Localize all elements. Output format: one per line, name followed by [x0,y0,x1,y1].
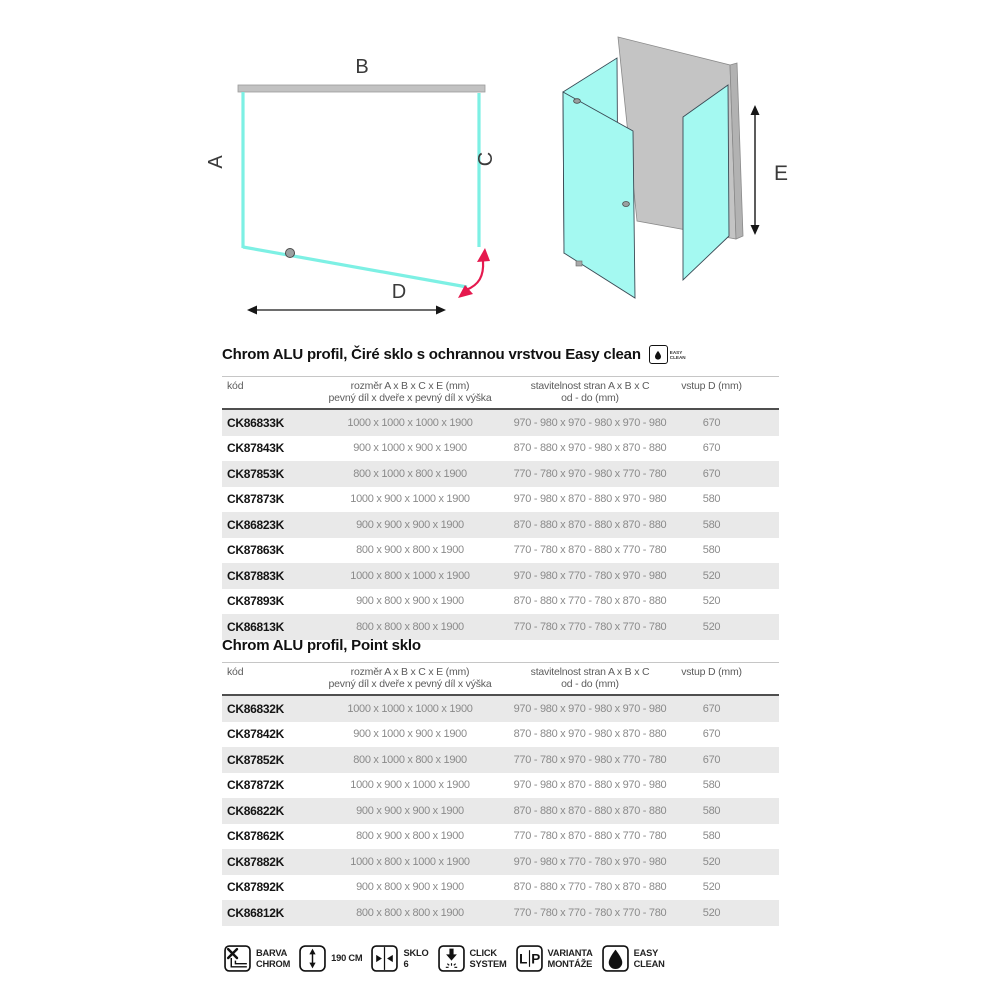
product-code: CK87852K [227,752,284,767]
svg-text:L: L [518,951,527,967]
feature-label-l1: SKLO [403,948,429,959]
adjustability-range: 770 - 780 x 970 - 980 x 770 - 780 [513,753,667,766]
adjustability-range: 870 - 880 x 870 - 880 x 870 - 880 [513,518,667,531]
feature-label-l1: EASY [633,948,659,959]
col-header-rozmer [310,667,510,690]
table-row [222,487,779,513]
col-header-rozmer-l2: pevný díl x dveře x pevný díl x výška [328,677,492,690]
glass-thickness-icon [371,945,398,972]
table-row [222,563,779,589]
col-header-kod: kód [227,666,244,678]
dimensions-abce: 900 x 800 x 900 x 1900 [356,595,464,608]
section-2-header [222,637,421,654]
iso-diagram [540,20,800,330]
dimensions-abce: 900 x 900 x 900 x 1900 [356,804,464,817]
table-point-sklo [222,662,779,926]
adjustability-range: 970 - 980 x 970 - 980 x 970 - 980 [513,702,667,715]
product-code: CK87843K [227,441,284,456]
entry-width-d: 580 [702,544,721,557]
feature-label [634,948,665,968]
section-2-title: Chrom ALU profil, Point sklo [222,637,421,654]
table-row [222,773,779,799]
entry-width-d: 580 [702,518,721,531]
entry-width-d: 520 [702,855,721,868]
glass-door [243,247,467,287]
table-row [222,589,779,615]
product-code: CK87872K [227,778,284,793]
table-body [222,410,779,640]
entry-width-d: 520 [702,881,721,894]
entry-width-d: 670 [702,467,721,480]
table-row [222,614,779,640]
entry-width-d: 580 [702,804,721,817]
dimensions-abce: 800 x 1000 x 800 x 1900 [353,753,467,766]
iso-door-hinge [574,99,581,104]
product-code: CK87893K [227,594,284,609]
product-code: CK86832K [227,701,284,716]
label-e: E [774,162,789,185]
easy-clean-badge [649,345,686,364]
entry-width-d: 520 [702,906,721,919]
dimensions-abce: 800 x 900 x 800 x 1900 [356,830,464,843]
col-header-stavitelnost [510,381,670,404]
feature-label-l2: CHROM [256,958,291,969]
product-code: CK86812K [227,905,284,920]
product-code: CK86813K [227,619,284,634]
col-header-stav-l2: od - do (mm) [561,391,619,404]
section-1-header [222,345,686,364]
adjustability-range: 870 - 880 x 770 - 780 x 870 - 880 [513,595,667,608]
table-row [222,824,779,850]
table-row [222,512,779,538]
feature-label-l2: MONTÁŽE [547,958,593,969]
table-row [222,875,779,901]
feature-label [403,948,428,968]
feature-label-l1: BARVA [256,948,288,959]
table-row [222,436,779,462]
label-c: C [475,151,497,167]
feature-icons-row [224,945,665,972]
adjustability-range: 970 - 980 x 970 - 980 x 970 - 980 [513,416,667,429]
dimensions-abce: 900 x 900 x 900 x 1900 [356,518,464,531]
table-row [222,747,779,773]
adjustability-range: 970 - 980 x 770 - 780 x 970 - 980 [513,569,667,582]
dimensions-abce: 800 x 900 x 800 x 1900 [356,544,464,557]
feature-label [470,948,507,968]
table-row [222,410,779,436]
table-row [222,461,779,487]
table-body [222,696,779,926]
adjustability-range: 970 - 980 x 770 - 780 x 970 - 980 [513,855,667,868]
col-header-vstup: vstup D (mm) [681,666,742,678]
droplet-icon [652,349,664,361]
product-code: CK87863K [227,543,284,558]
dimensions-abce: 900 x 800 x 900 x 1900 [356,881,464,894]
label-b: B [355,56,369,78]
dimensions-abce: 1000 x 1000 x 1000 x 1900 [347,702,473,715]
product-code: CK87862K [227,829,284,844]
dimensions-abce: 1000 x 900 x 1000 x 1900 [350,779,470,792]
entry-width-d: 670 [702,702,721,715]
table-row [222,798,779,824]
entry-width-d: 580 [702,830,721,843]
col-header-stavitelnost [510,667,670,690]
easy-clean-badge-icon [649,345,668,364]
label-d: D [391,281,407,303]
iso-door-foot [576,261,582,266]
label-a: A [205,155,227,169]
entry-width-d: 520 [702,569,721,582]
feature-label-l1: 190 CM [331,953,363,964]
table-row [222,538,779,564]
col-header-kod: kód [227,380,244,392]
adjustability-range: 870 - 880 x 970 - 980 x 870 - 880 [513,442,667,455]
feature-barva-chrom [224,945,290,972]
feature-label-l1: CLICK [469,948,497,959]
table-row [222,696,779,722]
dimensions-abce: 900 x 1000 x 900 x 1900 [353,442,467,455]
iso-fixed-panel-right [683,85,729,280]
table-row [222,900,779,926]
dimensions-abce: 1000 x 1000 x 1000 x 1900 [347,416,473,429]
wall-bar [238,85,485,92]
adjustability-range: 870 - 880 x 870 - 880 x 870 - 880 [513,804,667,817]
dimensions-abce: 800 x 800 x 800 x 1900 [356,906,464,919]
feature-label [256,948,290,968]
table-row [222,722,779,748]
feature-label-l2: CLEAN [633,958,665,969]
door-handle [286,249,295,258]
section-1-title: Chrom ALU profil, Čiré sklo s ochrannou vrstvou Easy clean [222,346,641,363]
entry-width-d: 520 [702,595,721,608]
adjustability-range: 770 - 780 x 870 - 880 x 770 - 780 [513,830,667,843]
table-cire-sklo [222,376,779,640]
dimensions-abce: 1000 x 800 x 1000 x 1900 [350,569,470,582]
dimension-d [247,306,446,315]
col-header-stav-l1: stavitelnost stran A x B x C [530,666,650,678]
entry-width-d: 670 [702,728,721,741]
lp-variant-icon [516,945,543,972]
product-code: CK87842K [227,727,284,742]
entry-width-d: 670 [702,416,721,429]
badge-line1: EASY [669,349,683,355]
col-header-stav-l2: od - do (mm) [561,677,619,690]
easy-clean-icon [602,945,629,972]
door-swing-arrow [458,248,490,298]
feature-easy-clean [602,945,665,972]
product-code: CK86822K [227,803,284,818]
entry-width-d: 520 [702,620,721,633]
feature-label-l2: 6 [403,958,409,969]
adjustability-range: 770 - 780 x 870 - 880 x 770 - 780 [513,544,667,557]
adjustability-range: 770 - 780 x 770 - 780 x 770 - 780 [513,906,667,919]
table-header [222,376,779,410]
col-header-rozmer [310,381,510,404]
product-code: CK87873K [227,492,284,507]
easy-clean-badge-text [670,350,686,360]
table-header [222,662,779,696]
entry-width-d: 580 [702,779,721,792]
height-arrow-icon [299,945,326,972]
product-code: CK87892K [227,880,284,895]
product-code: CK87853K [227,466,284,481]
product-code: CK86833K [227,415,284,430]
iso-door-panel [563,92,635,298]
product-code: CK87883K [227,568,284,583]
feature-label-l2: SYSTEM [469,958,507,969]
product-code: CK87882K [227,854,284,869]
table-row [222,849,779,875]
entry-width-d: 670 [702,442,721,455]
badge-line2: CLEAN [669,354,686,360]
dimensions-abce: 1000 x 800 x 1000 x 1900 [350,855,470,868]
col-header-stav-l1: stavitelnost stran A x B x C [530,380,650,392]
col-header-rozmer-l1: rozměr A x B x C x E (mm) [350,380,470,392]
adjustability-range: 970 - 980 x 870 - 880 x 970 - 980 [513,779,667,792]
col-header-rozmer-l1: rozměr A x B x C x E (mm) [350,666,470,678]
feature-label-l1: VARIANTA [547,948,593,959]
feature-label [331,953,362,963]
click-system-icon [438,945,465,972]
barva-chrom-icon [224,945,251,972]
feature-varianta-montaze [516,945,593,972]
adjustability-range: 770 - 780 x 770 - 780 x 770 - 780 [513,620,667,633]
iso-door-handle [623,202,630,207]
plan-diagram [200,40,530,330]
dimensions-abce: 800 x 800 x 800 x 1900 [356,620,464,633]
entry-width-d: 670 [702,753,721,766]
dimension-e [751,105,760,235]
adjustability-range: 970 - 980 x 870 - 880 x 970 - 980 [513,493,667,506]
feature-vyska [299,945,362,972]
feature-sklo [371,945,428,972]
adjustability-range: 870 - 880 x 770 - 780 x 870 - 880 [513,881,667,894]
col-header-vstup: vstup D (mm) [681,380,742,392]
svg-text:P: P [530,951,540,967]
dimensions-abce: 1000 x 900 x 1000 x 1900 [350,493,470,506]
adjustability-range: 870 - 880 x 970 - 980 x 870 - 880 [513,728,667,741]
entry-width-d: 580 [702,493,721,506]
feature-label [548,948,593,968]
col-header-rozmer-l2: pevný díl x dveře x pevný díl x výška [328,391,492,404]
adjustability-range: 770 - 780 x 970 - 980 x 770 - 780 [513,467,667,480]
product-code: CK86823K [227,517,284,532]
dimensions-abce: 900 x 1000 x 900 x 1900 [353,728,467,741]
dimensions-abce: 800 x 1000 x 800 x 1900 [353,467,467,480]
feature-click-system [438,945,507,972]
